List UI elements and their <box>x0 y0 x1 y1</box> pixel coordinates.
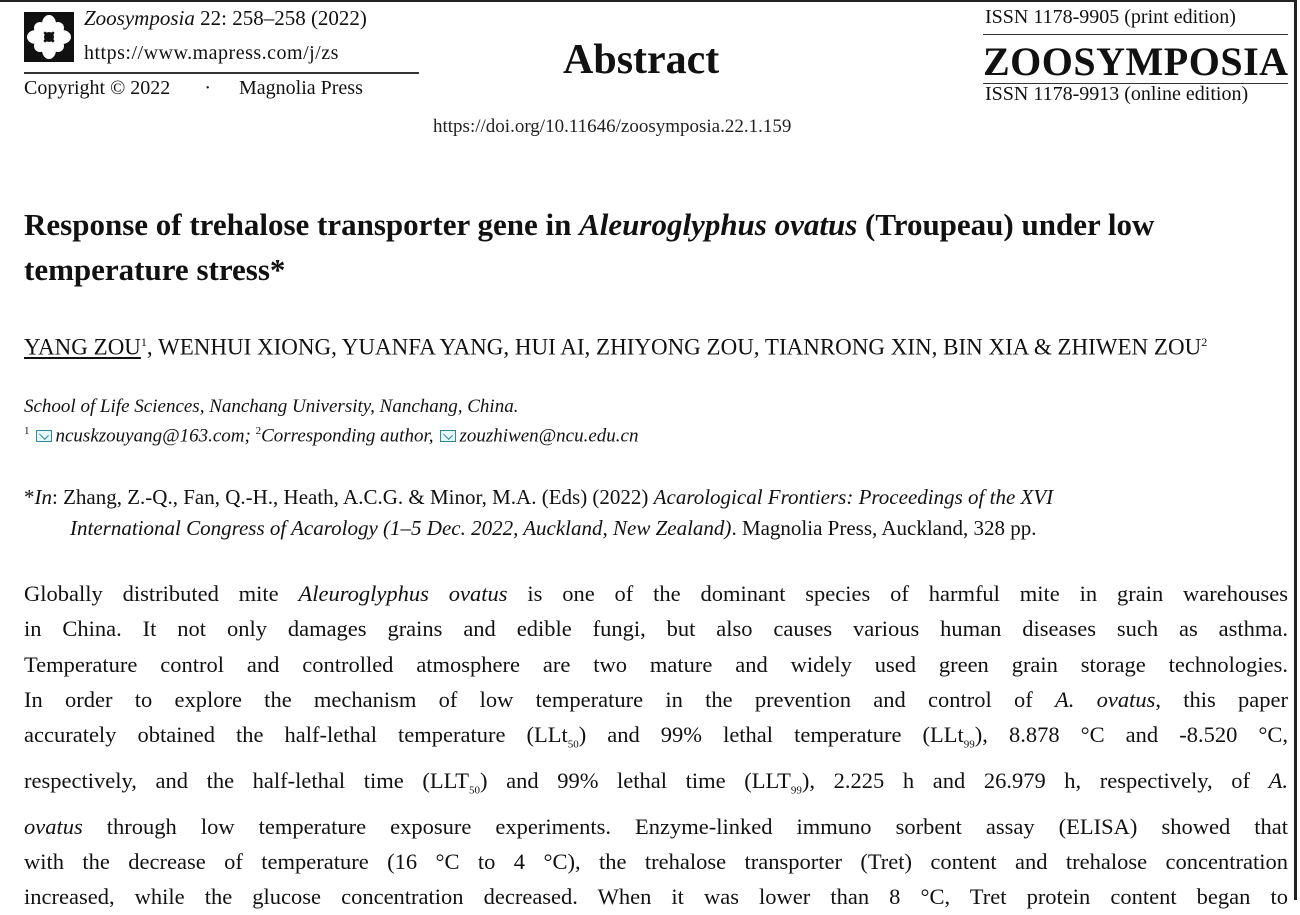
note-line-2 <box>24 513 1294 544</box>
abstract-line: accurately obtained the half-lethal temperature (LLt$_{50}$) and 99% lethal temperature (LLt$_{99}$), 8.878 °C and -8.520 °C, <box>24 722 1288 751</box>
issn-print: ISSN 1178-9905 (print edition) <box>985 6 1236 28</box>
abstract-line: Globally distributed mite Aleuroglyphus ovatus is one of the dominant species of harmful mite in grain warehouses <box>24 581 1289 606</box>
journal-url-link[interactable]: https://www.mapress.com/j/zs <box>84 42 339 64</box>
mail-icon <box>36 430 52 442</box>
email-link[interactable]: ncuskzouyang@163.com; <box>55 425 251 447</box>
co-authors: , WENHUI XIONG, YUANFA YANG, HUI AI, ZHIYONG ZOU, TIANRONG XIN, BIN XIA & ZHIWEN ZOU <box>146 334 1202 360</box>
abstract-line: Temperature control and controlled atmosphere are two mature and widely used green grain storage technologies. <box>24 651 1288 677</box>
email-link[interactable]: zouzhiwen@ncu.edu.cn <box>459 425 639 447</box>
abstract-line: In order to explore the mechanism of low temperature in the prevention and control of A. ovatus, this paper <box>24 686 1288 712</box>
title-text: Response of trehalose transporter gene in <box>24 207 580 242</box>
email-superscript: 2 <box>255 425 262 437</box>
journal-brand: ZOOSYMPOSIA <box>983 39 1289 84</box>
email-superscript: 1 <box>24 425 30 437</box>
journal-ref: 22: 258–258 (2022) <box>200 6 367 30</box>
separator-dot: · <box>204 77 211 99</box>
journal-name: Zoosymposia <box>84 6 195 30</box>
abstract-line: respectively, and the half-lethal time $(LLT_{50})$ and 99% lethal time $(LLT_{99})$, 2.225 h and 26.979 h, respectively, of A. <box>24 767 1288 797</box>
title-species: Aleuroglyphus ovatus <box>579 207 858 242</box>
contact-line <box>24 425 638 447</box>
journal-citation <box>84 6 367 31</box>
author-superscript: 2 <box>1201 335 1208 349</box>
note-in: In <box>34 485 52 509</box>
abstract-line: ovatus through low temperature exposure experiments. Enzyme-linked immuno sorbent assay (ELISA) showed that <box>24 813 1288 839</box>
abstract-line: in China. It not only damages grains and edible fungi, but also causes various human diseases such as asthma. <box>24 616 1288 642</box>
header-rule <box>24 72 419 74</box>
corresponding-label: Corresponding author, <box>261 425 434 447</box>
note-marker: * <box>24 485 35 509</box>
note-editors: : Zhang, Z.-Q., Fan, Q.-H., Heath, A.C.G. & Minor, M.A. (Eds) (2022) <box>52 485 654 509</box>
author-list <box>24 324 1292 366</box>
copyright-text: Copyright © 2022 <box>24 77 171 99</box>
mail-icon <box>440 430 456 442</box>
abstract-line: with the decrease of temperature (16 °C to 4 °C), the trehalose transporter (Tret) content and trehalose concentration <box>24 849 1288 875</box>
first-author[interactable]: YANG ZOU <box>24 334 141 360</box>
issn-online: ISSN 1178-9913 (online edition) <box>985 83 1249 105</box>
article-title <box>24 202 1294 292</box>
affiliation: School of Life Sciences, Nanchang University, Nanchang, China. <box>24 396 519 417</box>
title-text-end: (Troupeau) under low temperature stress* <box>24 207 1155 287</box>
copyright-line <box>24 77 363 100</box>
note-book-title: Acarological Frontiers: Proceedings of the XVI <box>653 485 1054 509</box>
magnolia-press-logo <box>24 12 74 62</box>
section-title: Abstract <box>563 37 720 83</box>
brand-rule-top <box>983 34 1288 35</box>
abstract-body <box>24 576 1288 915</box>
proceedings-note <box>24 482 1294 544</box>
author-superscript: 1 <box>140 335 147 349</box>
note-book-title: International Congress of Acarology (1–5 Dec. 2022, Auckland, New Zealand) <box>70 516 732 540</box>
note-publisher: . Magnolia Press, Auckland, 328 pp. <box>731 516 1037 540</box>
doi-link[interactable]: https://doi.org/10.11646/zoosymposia.22.1.159 <box>433 116 792 137</box>
abstract-line: increased, while the glucose concentration decreased. When it was lower than 8 °C, Tret protein content began to <box>24 884 1288 910</box>
publisher-name: Magnolia Press <box>238 77 363 99</box>
